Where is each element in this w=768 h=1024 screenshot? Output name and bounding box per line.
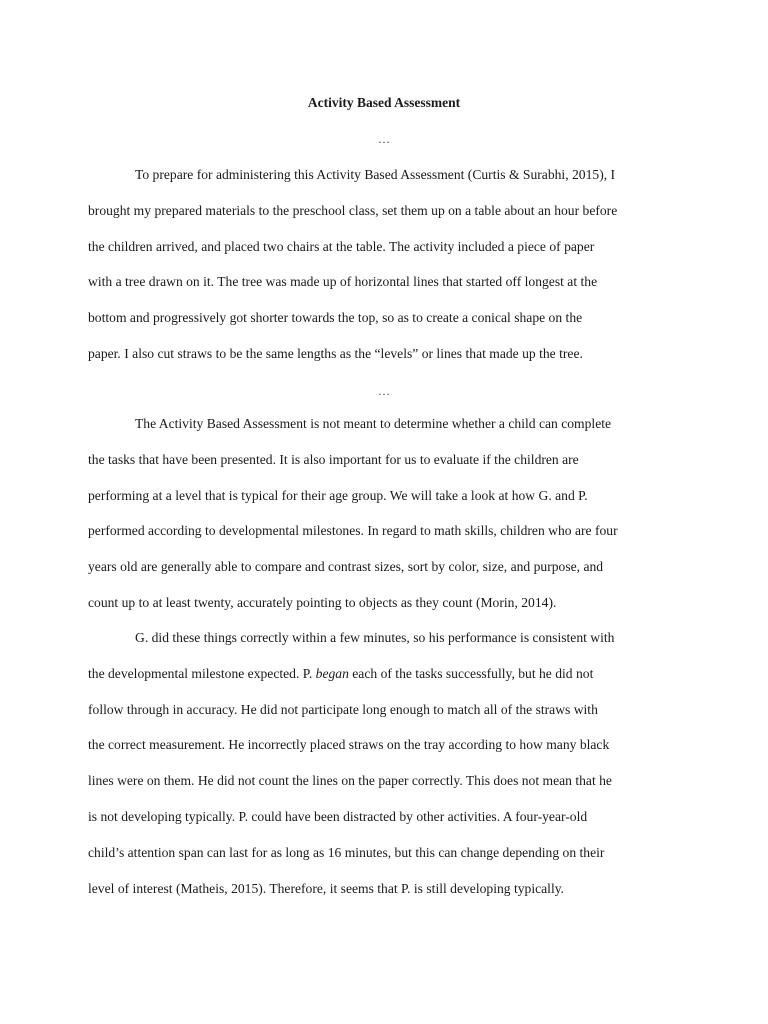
paragraph-line: years old are generally able to compare and contrast sizes, sort by color, size, and purpose, and xyxy=(88,559,604,575)
paragraph-preparation xyxy=(88,157,678,372)
paragraph-line: is not developing typically. P. could have been distracted by other activities. A four-year-old xyxy=(88,808,588,824)
paragraph-line: lines were on them. He did not count the lines on the paper correctly. This does not mean that he xyxy=(88,773,612,789)
paragraph-line: G. did these things correctly within a few minutes, so his performance is consistent with xyxy=(135,630,615,645)
paragraph-line: follow through in accuracy. He did not participate long enough to match all of the straws with xyxy=(88,701,598,717)
emphasized-word: began xyxy=(315,665,349,681)
paragraph-line: child’s attention span can last for as long as 16 minutes, but this can change depending on their xyxy=(88,844,605,860)
section-separator: … xyxy=(378,384,390,398)
paragraph-line: bottom and progressively got shorter towards the top, so as to create a conical shape on the xyxy=(88,310,583,326)
paragraph-line: To prepare for administering this Activity Based Assessment (Curtis & Surabhi, 2015), I xyxy=(135,167,616,182)
paragraph-line: the correct measurement. He incorrectly placed straws on the tray according to how many black xyxy=(88,737,610,753)
paragraph-line: performing at a level that is typical for their age group. We will take a look at how G. and P. xyxy=(88,487,588,503)
text-run: the developmental milestone expected. P. xyxy=(88,665,316,681)
paragraph-line: brought my prepared materials to the preschool class, set them up on a table about an hour before xyxy=(88,202,618,218)
paragraph-line: performed according to developmental milestones. In regard to math skills, children who are four xyxy=(88,523,618,539)
paragraph-line xyxy=(41,656,678,692)
section-separator: … xyxy=(378,132,390,146)
paragraph-line: paper. I also cut straws to be the same lengths as the “levels” or lines that made up the tree. xyxy=(88,345,583,361)
paragraph-line: the tasks that have been presented. It is also important for us to evaluate if the children are xyxy=(88,451,579,467)
document-title: Activity Based Assessment xyxy=(307,95,461,110)
paragraph-assessment-purpose xyxy=(88,406,678,621)
paragraph-performance xyxy=(88,620,678,906)
paragraph-line: the children arrived, and placed two chairs at the table. The activity included a piece of paper xyxy=(88,238,595,254)
paragraph-line: level of interest (Matheis, 2015). Therefore, it seems that P. is still developing typically. xyxy=(88,880,565,896)
text-run: each of the tasks successfully, but he did not xyxy=(348,665,594,681)
paragraph-line: count up to at least twenty, accurately pointing to objects as they count (Morin, 2014). xyxy=(88,594,557,610)
paragraph-line: The Activity Based Assessment is not meant to determine whether a child can complete xyxy=(135,416,612,431)
paragraph-line: with a tree drawn on it. The tree was made up of horizontal lines that started off longest at the xyxy=(88,274,598,290)
